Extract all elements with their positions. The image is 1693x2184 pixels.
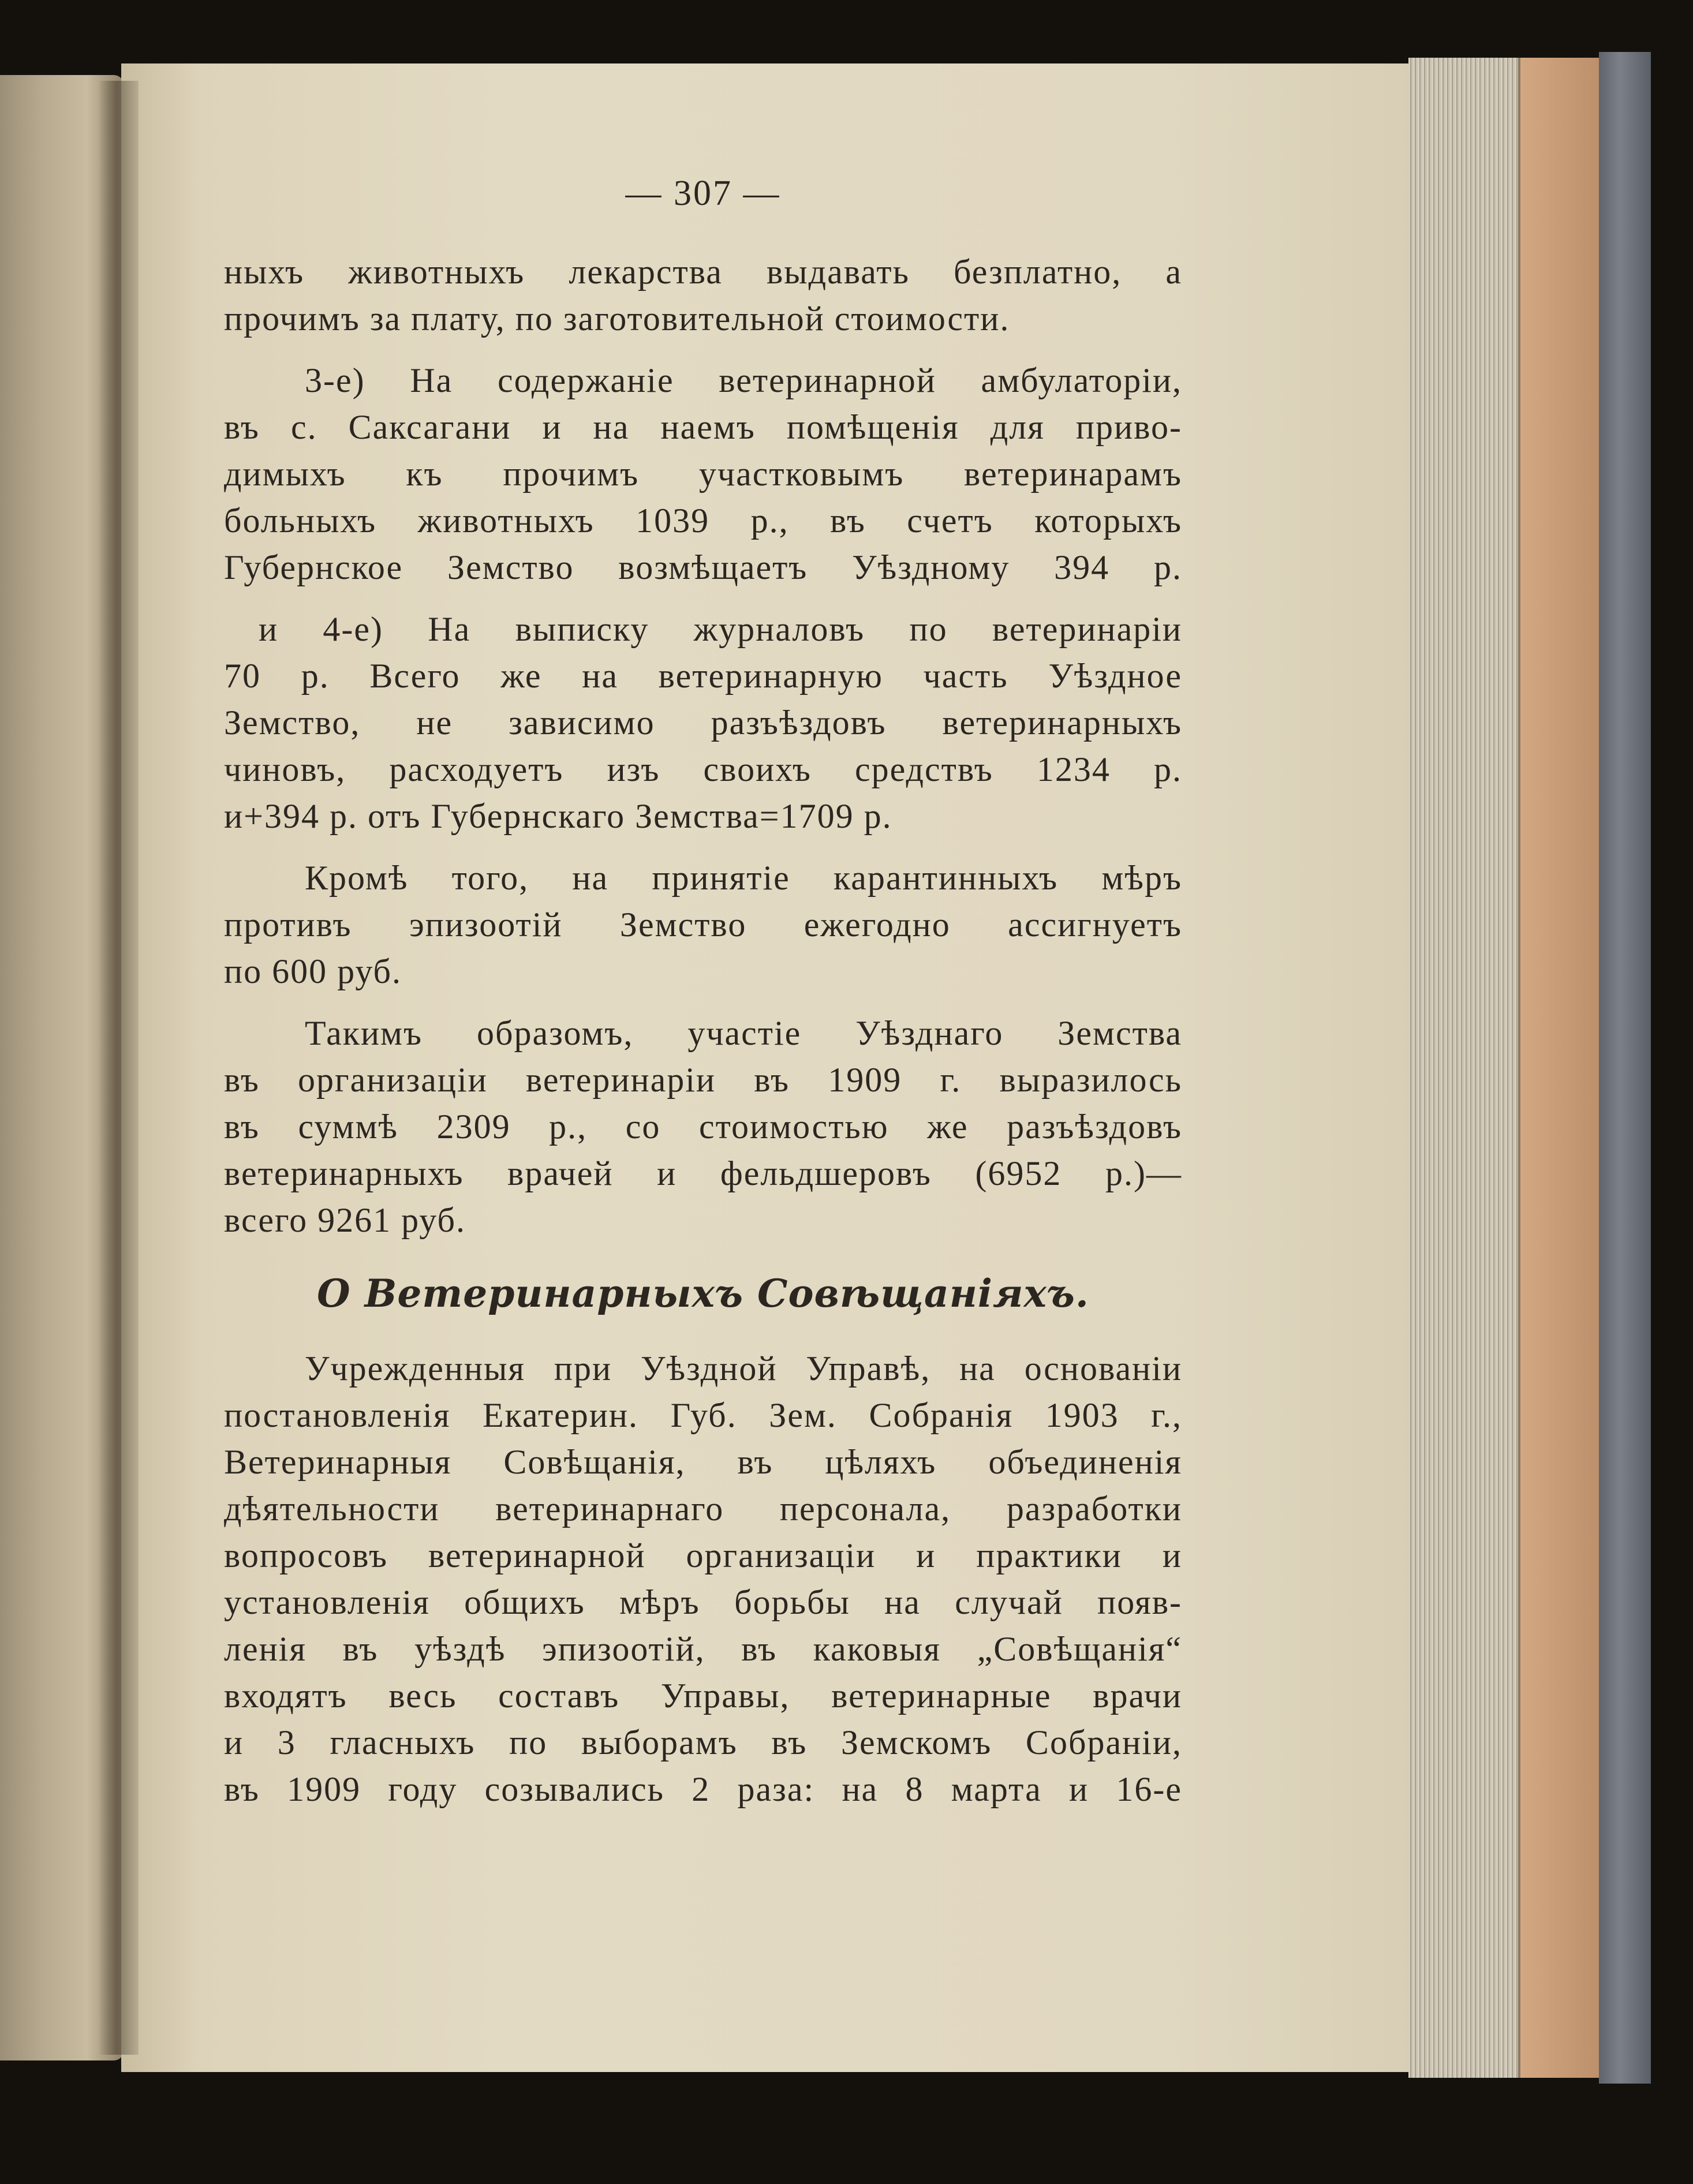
paragraph-6 [224,1345,1182,1813]
text-line: и+394 р. отъ Губернскаго Земства=1709 р. [224,797,892,835]
text-line: Ветеринарныя Совѣщанія, въ цѣляхъ объединенія [224,1443,1182,1481]
text-line: 3-е) На содержаніе ветеринарной амбулаторіи, [305,361,1182,399]
text-line: дѣятельности ветеринарнаго персонала, разработки [224,1490,1182,1528]
page-edges [1408,58,1524,2078]
page-text [224,173,1182,1813]
paragraph-4 [224,855,1182,995]
paragraph-2 [224,357,1182,591]
text-line: Такимъ образомъ, участіе Уѣзднаго Земства [305,1014,1182,1052]
text-line: прочимъ за плату, по заготовительной стоимости. [224,300,1010,338]
text-line: больныхъ животныхъ 1039 р., въ счетъ которыхъ [224,502,1182,540]
paragraph-1 [224,249,1182,342]
book-cover-inner [1518,58,1607,2078]
text-line: Земство, не зависимо разъѣздовъ ветеринарныхъ [224,704,1182,742]
page-number: — 307 — [625,174,781,213]
text-line: Учрежденныя при Уѣздной Управѣ, на основаніи [305,1349,1182,1388]
text-line: въ с. Саксагани и на наемъ помѣщенія для приво- [224,408,1182,446]
text-line: установленія общихъ мѣръ борьбы на случай появ- [224,1583,1182,1621]
text-line: чиновъ, расходуетъ изъ своихъ средствъ 1234 р. [224,750,1182,788]
text-line: по 600 руб. [224,952,402,990]
text-line: и 4-е) На выписку журналовъ по ветеринаріи [259,610,1182,648]
text-line: 70 р. Всего же на ветеринарную часть Уѣздное [224,657,1182,695]
book-gutter [98,81,139,2055]
text-line: постановленія Екатерин. Губ. Зем. Собранія 1903 г., [224,1396,1182,1434]
book-binding [1599,52,1651,2084]
section-heading: О Ветеринарныхъ Совѣщаніяхъ. [317,1271,1089,1316]
text-line: димыхъ къ прочимъ участковымъ ветеринарамъ [224,455,1182,493]
text-line: въ организаціи ветеринаріи въ 1909 г. выразилось [224,1061,1182,1099]
text-line: входятъ весь составъ Управы, ветеринарные врачи [224,1677,1182,1715]
paragraph-5 [224,1010,1182,1244]
text-line: въ суммѣ 2309 р., со стоимостью же разъѣздовъ [224,1108,1182,1146]
text-line: Губернское Земство возмѣщаетъ Уѣздному 394 р. [224,548,1182,586]
paragraph-3 [224,606,1182,840]
text-line: ленія въ уѣздѣ эпизоотій, въ каковыя „Совѣщанія“ [224,1630,1182,1668]
text-line: противъ эпизоотій Земство ежегодно ассигнуетъ [224,906,1182,944]
text-line: ныхъ животныхъ лекарства выдавать безплатно, а [224,253,1182,291]
text-line: и 3 гласныхъ по выборамъ въ Земскомъ Собраніи, [224,1723,1182,1762]
text-line: ветеринарныхъ врачей и фельдшеровъ (6952 р.)— [224,1154,1182,1192]
text-line: вопросовъ ветеринарной организаціи и практики и [224,1536,1182,1575]
text-line: въ 1909 году созывались 2 раза: на 8 марта и 16-е [224,1770,1182,1808]
text-line: всего 9261 руб. [224,1201,466,1239]
text-line: Кромѣ того, на принятіе карантинныхъ мѣръ [305,859,1182,897]
